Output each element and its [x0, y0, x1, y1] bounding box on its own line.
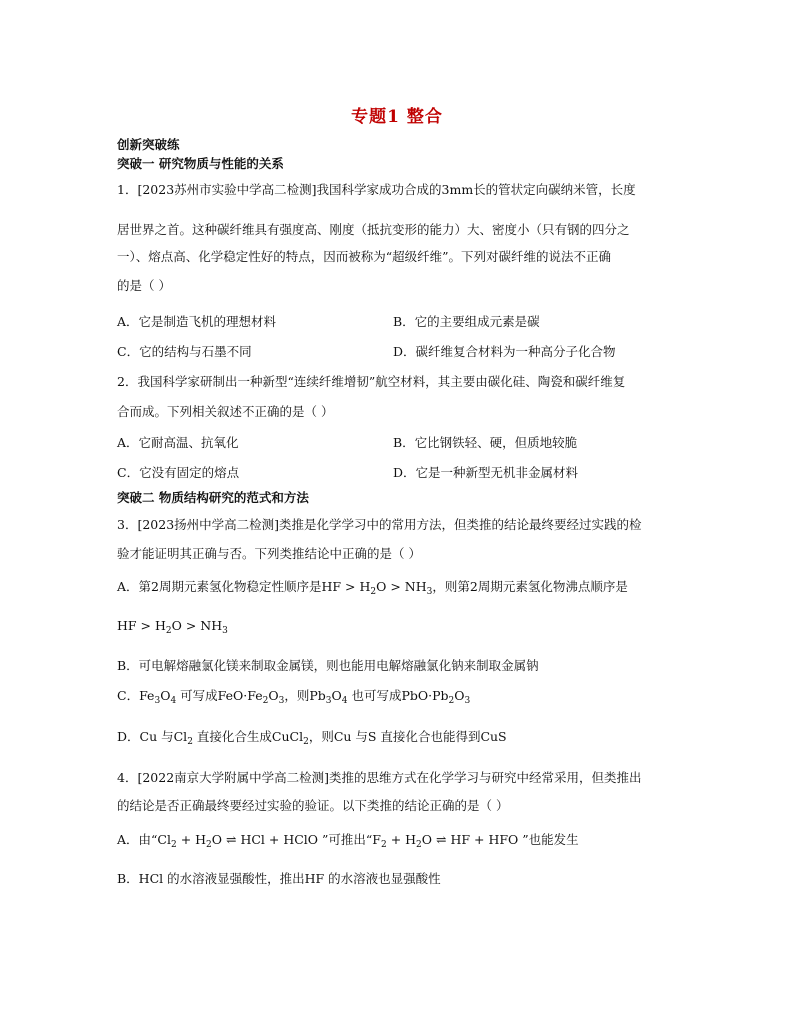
q3-line-2: 验才能证明其正确与否。下列类推结论中正确的是（ ） [117, 546, 421, 561]
q2-option-d: D．它是一种新型无机非金属材料 [393, 465, 579, 480]
q1-option-c: C．它的结构与石墨不同 [117, 344, 252, 359]
section-heading: 创新突破练 [117, 137, 180, 152]
q3-option-a-line-1 [117, 578, 682, 596]
q3-option-a-prefix: A．第2周期元素氢化物稳定性顺序是 [117, 579, 322, 594]
breakthrough-1-heading: 突破一 研究物质与性能的关系 [117, 156, 284, 171]
q3-option-b: B．可电解熔融氯化镁来制取金属镁，则也能用电解熔融氯化钠来制取金属钠 [117, 658, 539, 673]
q1-line-3: 一）、熔点高、化学稳定性好的特点，因而被称为“超级纤维”。下列对碳纤维的说法不正确 [117, 249, 612, 264]
q1-option-d: D．碳纤维复合材料为一种高分子化合物 [393, 344, 616, 359]
q1-line-1: 1．[2023苏州市实验中学高二检测]我国科学家成功合成的3mm长的管状定向碳纳米管，长度 [117, 182, 636, 197]
q3-order-inline: HF > $H_2O > NH_3$ [321, 579, 433, 597]
q2-option-c: C．它没有固定的熔点 [117, 465, 240, 480]
q4-line-2: 的结论是否正确最终要经过实验的验证。以下类推的结论正确的是（ ） [117, 798, 509, 813]
q2-line-2: 合而成。下列相关叙述不正确的是（ ） [117, 404, 334, 419]
q3-option-a-suffix: ，则第2周期元素氢化物沸点顺序是 [432, 579, 628, 594]
q1-line-2: 居世界之首。这种碳纤维具有强度高、刚度（抵抗变形的能力）大、密度小（只有钢的四分之 [117, 222, 630, 237]
q2-line-1: 2．我国科学家研制出一种新型“连续纤维增韧”航空材料，其主要由碳化硅、陶瓷和碳纤维复 [117, 374, 626, 389]
q3-option-c: C．$Fe_3O_4$ 可写成$FeO\cdot Fe_2O_3$，则$Pb_3O_4$ 也可写成$PbO\cdot Pb_2O_3$ [117, 688, 471, 706]
breakthrough-2-heading: 突破二 物质结构研究的范式和方法 [117, 490, 309, 505]
q4-line-1: 4．[2022南京大学附属中学高二检测]类推的思维方式在化学学习与研究中经常采用，但类推出 [117, 770, 642, 785]
q1-option-a: A．它是制造飞机的理想材料 [117, 314, 277, 329]
q3-option-d: D．Cu 与$Cl_2$ 直接化合生成CuCl$_2$，则Cu 与S 直接化合也能得到CuS [117, 729, 507, 747]
q4-option-a: A．由“$Cl_2 + H_2O$ ⇌ HCl + HClO ”可推出“$F_2 + H_2O$ ⇌ HF + HFO ”也能发生 [117, 832, 579, 850]
q2-option-a: A．它耐高温、抗氧化 [117, 435, 239, 450]
q4-option-b: B．HCl 的水溶液显强酸性，推出HF 的水溶液也显强酸性 [117, 871, 441, 886]
q1-line-4: 的是（ ） [117, 278, 171, 293]
q2-option-b: B．它比钢铁轻、硬，但质地较脆 [393, 435, 578, 450]
q3-option-a-line-2: HF > $H_2O > NH_3$ [117, 618, 228, 636]
page-title: 专题1 整合 [351, 107, 443, 127]
q3-line-1: 3．[2023扬州中学高二检测]类推是化学学习中的常用方法，但类推的结论最终要经过实践的检 [117, 517, 642, 532]
q1-option-b: B．它的主要组成元素是碳 [393, 314, 540, 329]
